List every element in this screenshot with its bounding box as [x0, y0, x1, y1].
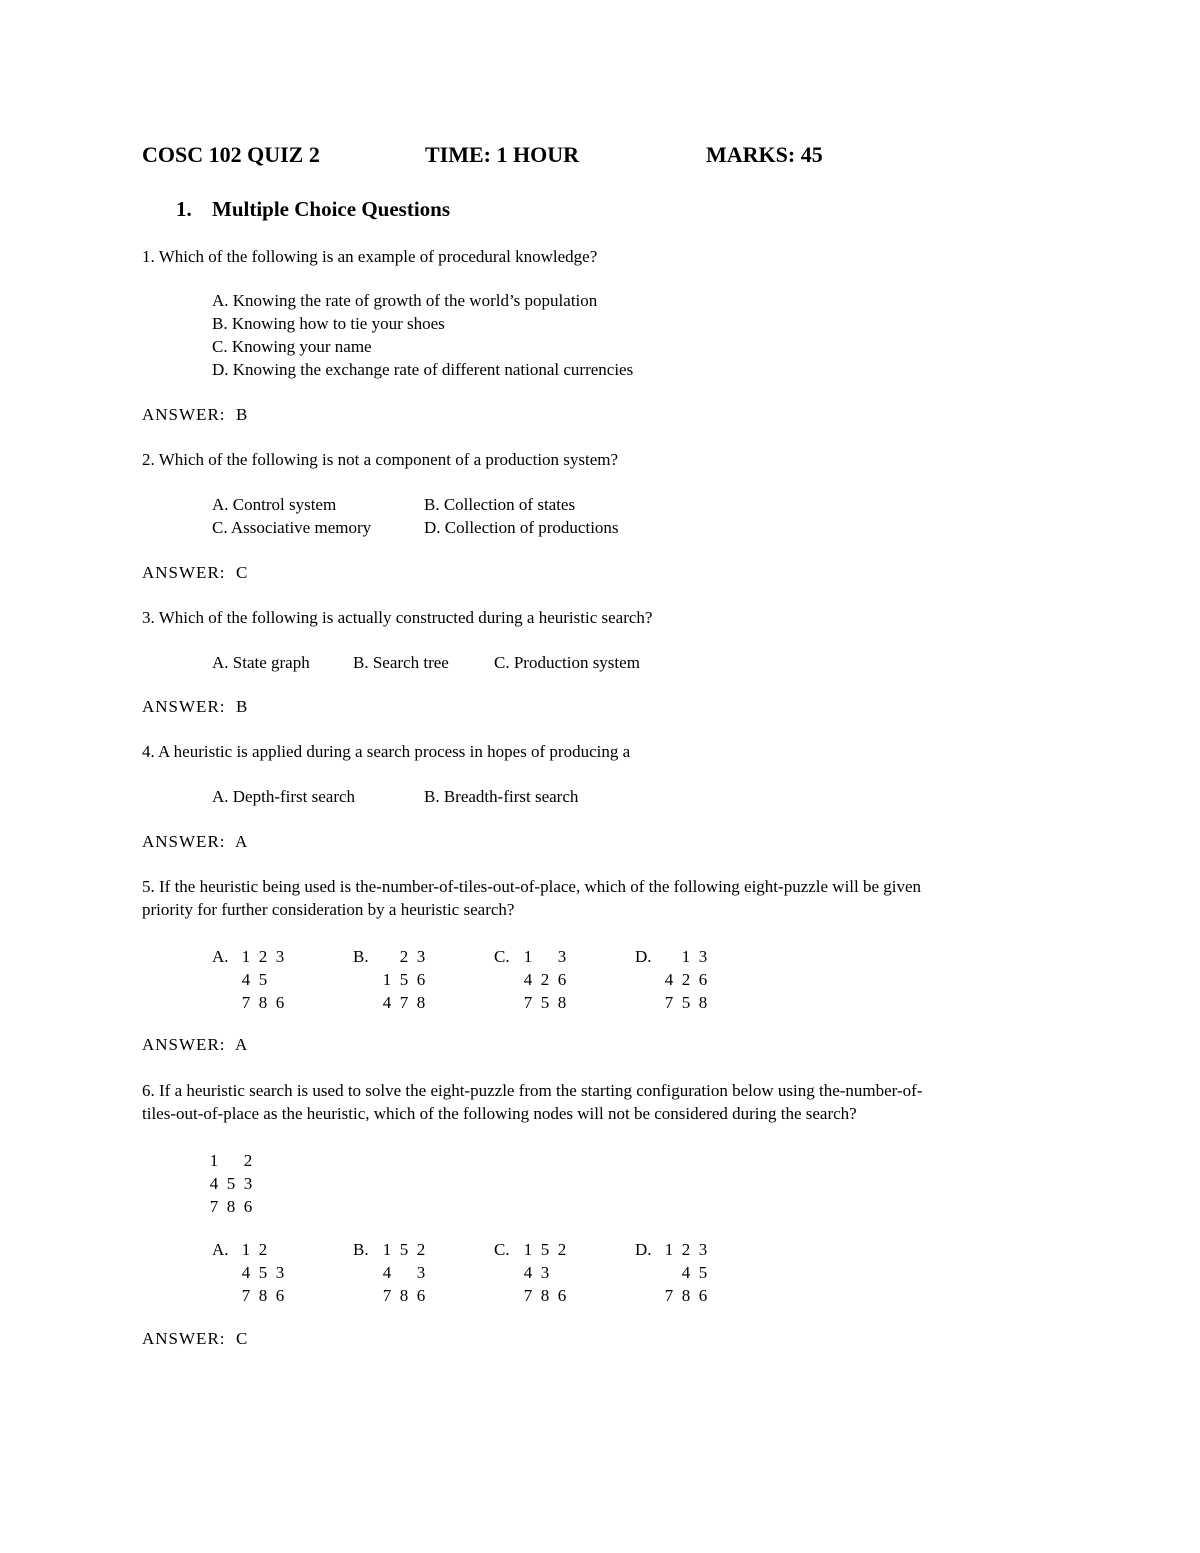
q2-option-b: B. Collection of states [424, 495, 576, 514]
puzzle-tile: 3 [416, 947, 426, 966]
puzzle-tile: 8 [557, 993, 567, 1012]
puzzle-tile: 6 [698, 1286, 708, 1305]
puzzle-tile: 6 [275, 993, 285, 1012]
puzzle-tile: 3 [540, 1263, 550, 1282]
q5-option-d-label: D. [635, 947, 652, 966]
puzzle-tile: 6 [416, 970, 426, 989]
q3-option-a: A. State graph [212, 653, 310, 672]
question-5-text-line2: priority for further consideration by a heuristic search? [142, 900, 515, 919]
puzzle-tile: 4 [382, 993, 392, 1012]
q6-option-c [494, 1238, 614, 1308]
puzzle-tile: 6 [557, 1286, 567, 1305]
q2-option-d: D. Collection of productions [424, 518, 619, 537]
q1-option-b: B. Knowing how to tie your shoes [212, 314, 445, 333]
puzzle-tile: 3 [698, 947, 708, 966]
puzzle-tile: 1 [382, 970, 392, 989]
q4-answer: ANSWER: A [142, 832, 249, 851]
puzzle-tile: 4 [523, 1263, 533, 1282]
puzzle-tile: 8 [226, 1197, 236, 1216]
puzzle-tile: 5 [258, 970, 268, 989]
puzzle-tile: 8 [698, 993, 708, 1012]
q6-option-a-label: A. [212, 1240, 229, 1259]
question-4-text: 4. A heuristic is applied during a search process in hopes of producing a [142, 742, 631, 761]
puzzle-tile: 7 [382, 1286, 392, 1305]
puzzle-tile: 1 [209, 1151, 219, 1170]
question-6-text-line1: 6. If a heuristic search is used to solve the eight-puzzle from the starting configuration below using the-number-of- [142, 1081, 923, 1100]
puzzle-tile: 5 [399, 1240, 409, 1259]
q5-option-a-label: A. [212, 947, 229, 966]
q5-option-b [353, 945, 473, 1015]
question-3-text: 3. Which of the following is actually constructed during a heuristic search? [142, 608, 653, 627]
question-2-text: 2. Which of the following is not a component of a production system? [142, 450, 619, 469]
question-6-text-line2: tiles-out-of-place as the heuristic, which of the following nodes will not be considered during the search? [142, 1104, 857, 1123]
puzzle-tile: 5 [399, 970, 409, 989]
puzzle-tile: 1 [241, 1240, 251, 1259]
q5-option-a [212, 945, 332, 1015]
q2-option-c: C. Associative memory [212, 518, 372, 537]
puzzle-tile: 5 [681, 993, 691, 1012]
q3-answer: ANSWER: B [142, 697, 249, 716]
q1-option-c: C. Knowing your name [212, 337, 372, 356]
q1-option-d: D. Knowing the exchange rate of different national currencies [212, 360, 634, 379]
q5-option-d [635, 945, 755, 1015]
puzzle-tile: 2 [258, 947, 268, 966]
puzzle-tile: 2 [416, 1240, 426, 1259]
q6-option-d [635, 1238, 755, 1308]
puzzle-tile: 8 [416, 993, 426, 1012]
puzzle-tile: 8 [399, 1286, 409, 1305]
section-title: Multiple Choice Questions [212, 197, 451, 221]
puzzle-tile: 5 [698, 1263, 708, 1282]
puzzle-tile: 5 [226, 1174, 236, 1193]
course-title: COSC 102 QUIZ 2 [142, 142, 320, 167]
puzzle-tile: 3 [698, 1240, 708, 1259]
q3-option-b: B. Search tree [353, 653, 449, 672]
question-1-text: 1. Which of the following is an example of procedural knowledge? [142, 247, 598, 266]
puzzle-tile: 8 [258, 993, 268, 1012]
puzzle-tile: 1 [241, 947, 251, 966]
puzzle-tile: 3 [557, 947, 567, 966]
q6-option-a [212, 1238, 332, 1308]
time-limit: TIME: 1 HOUR [425, 142, 579, 167]
puzzle-tile: 8 [540, 1286, 550, 1305]
q3-option-c: C. Production system [494, 653, 640, 672]
puzzle-tile: 7 [241, 1286, 251, 1305]
puzzle-tile: 4 [681, 1263, 691, 1282]
puzzle-tile: 7 [399, 993, 409, 1012]
puzzle-tile: 6 [275, 1286, 285, 1305]
puzzle-tile: 1 [523, 1240, 533, 1259]
puzzle-tile: 4 [382, 1263, 392, 1282]
q6-answer: ANSWER: C [142, 1329, 249, 1348]
q2-answer: ANSWER: C [142, 563, 249, 582]
puzzle-tile: 3 [416, 1263, 426, 1282]
puzzle-tile: 2 [243, 1151, 253, 1170]
puzzle-tile: 5 [258, 1263, 268, 1282]
puzzle-tile: 2 [258, 1240, 268, 1259]
puzzle-tile: 5 [540, 1240, 550, 1259]
puzzle-tile: 1 [382, 1240, 392, 1259]
section-number: 1. [176, 197, 192, 221]
puzzle-tile: 3 [275, 1263, 285, 1282]
question-5-text-line1: 5. If the heuristic being used is the-number-of-tiles-out-of-place, which of the following eight-puzzle will be given [142, 877, 922, 896]
puzzle-tile: 7 [241, 993, 251, 1012]
q5-option-b-label: B. [353, 947, 369, 966]
puzzle-tile: 3 [275, 947, 285, 966]
q5-option-c [494, 945, 614, 1015]
puzzle-tile: 7 [664, 993, 674, 1012]
puzzle-tile: 2 [557, 1240, 567, 1259]
q4-option-a: A. Depth-first search [212, 787, 356, 806]
puzzle-tile: 1 [681, 947, 691, 966]
puzzle-tile: 4 [664, 970, 674, 989]
puzzle-tile: 6 [698, 970, 708, 989]
puzzle-tile: 6 [557, 970, 567, 989]
puzzle-tile: 3 [243, 1174, 253, 1193]
q2-option-a: A. Control system [212, 495, 337, 514]
puzzle-tile: 4 [523, 970, 533, 989]
puzzle-tile: 4 [241, 970, 251, 989]
puzzle-tile: 7 [209, 1197, 219, 1216]
puzzle-tile: 8 [258, 1286, 268, 1305]
q6-option-b-label: B. [353, 1240, 369, 1259]
puzzle-tile: 2 [540, 970, 550, 989]
q6-option-c-label: C. [494, 1240, 510, 1259]
puzzle-tile: 1 [523, 947, 533, 966]
q6-start-grid [209, 1149, 332, 1219]
puzzle-tile: 7 [664, 1286, 674, 1305]
q6-option-d-label: D. [635, 1240, 652, 1259]
puzzle-tile: 6 [416, 1286, 426, 1305]
q1-option-a: A. Knowing the rate of growth of the world’s population [212, 291, 598, 310]
puzzle-tile: 4 [241, 1263, 251, 1282]
puzzle-tile: 5 [540, 993, 550, 1012]
puzzle-tile: 7 [523, 993, 533, 1012]
puzzle-tile: 8 [681, 1286, 691, 1305]
puzzle-tile: 4 [209, 1174, 219, 1193]
q1-answer: ANSWER: B [142, 405, 249, 424]
puzzle-tile: 1 [664, 1240, 674, 1259]
q6-option-b [353, 1238, 473, 1308]
total-marks: MARKS: 45 [706, 142, 823, 167]
puzzle-tile: 2 [399, 947, 409, 966]
puzzle-tile: 2 [681, 970, 691, 989]
q5-answer: ANSWER: A [142, 1035, 249, 1054]
puzzle-tile: 7 [523, 1286, 533, 1305]
q5-option-c-label: C. [494, 947, 510, 966]
q4-option-b: B. Breadth-first search [424, 787, 579, 806]
puzzle-tile: 6 [243, 1197, 253, 1216]
puzzle-tile: 2 [681, 1240, 691, 1259]
